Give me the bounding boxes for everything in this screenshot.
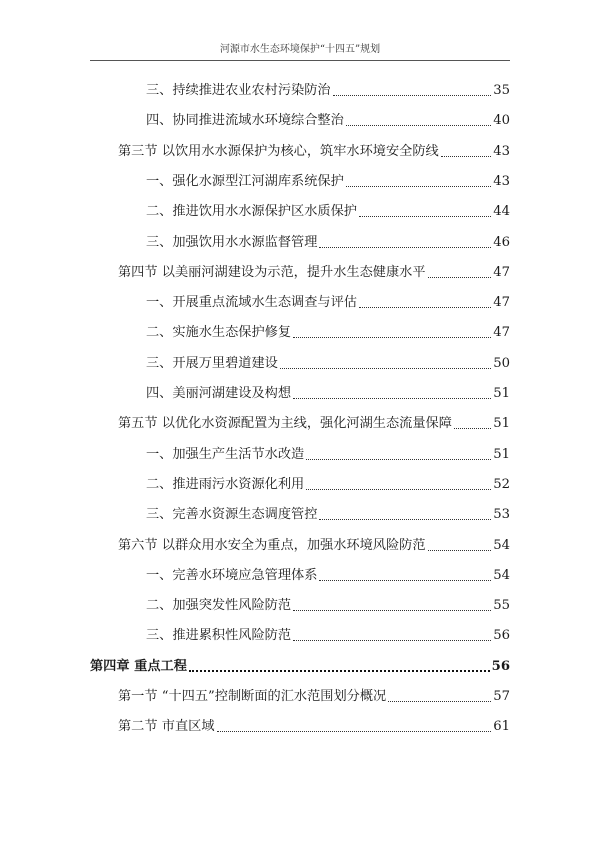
toc-entry-page-number: 43: [493, 143, 510, 159]
dot-leader: [293, 610, 491, 611]
toc-entry-title: 三、开展万里碧道建设: [146, 355, 278, 371]
toc-section-entry[interactable]: [90, 260, 510, 282]
dot-leader: [293, 398, 491, 399]
toc-entry-title: 第二节 市直区域: [118, 719, 215, 735]
toc-section-entry[interactable]: [90, 714, 510, 736]
toc-entry-page-number: 35: [493, 83, 510, 98]
toc-entry-page-number: 46: [493, 234, 510, 250]
toc-subsection-entry[interactable]: [90, 623, 510, 645]
dot-leader: [280, 368, 491, 369]
toc-entry-title: 一、开展重点流域水生态调查与评估: [146, 295, 357, 311]
dot-leader: [454, 428, 491, 429]
dot-leader: [388, 701, 491, 702]
dot-leader: [293, 337, 491, 338]
toc-subsection-entry[interactable]: [90, 351, 510, 373]
toc-entry-title: 第四章 重点工程: [90, 658, 187, 674]
toc-subsection-entry[interactable]: [90, 442, 510, 464]
toc-entry-title: 三、持续推进农业农村污染防治: [146, 83, 331, 98]
toc-entry-page-number: 56: [493, 628, 510, 644]
toc-subsection-entry[interactable]: [90, 108, 510, 130]
toc-chapter-entry[interactable]: [90, 654, 510, 676]
dot-leader: [441, 156, 492, 157]
toc-entry-title: 四、协同推进流域水环境综合整治: [146, 113, 344, 129]
toc-subsection-entry[interactable]: [90, 230, 510, 252]
toc-entry-title: 四、美丽河湖建设及构想: [146, 386, 292, 401]
toc-subsection-entry[interactable]: [90, 502, 510, 524]
dot-leader: [333, 95, 492, 96]
toc-subsection-entry[interactable]: [90, 169, 510, 191]
toc-subsection-entry[interactable]: [90, 199, 510, 221]
dot-leader: [319, 247, 491, 248]
dot-leader: [359, 216, 491, 217]
toc-subsection-entry[interactable]: [90, 472, 510, 494]
toc-entry-title: 第四节 以美丽河湖建设为示范，提升水生态健康水平: [118, 264, 426, 280]
toc-entry-page-number: 61: [493, 719, 510, 735]
dot-leader: [428, 277, 492, 278]
toc-entry-title: 二、实施水生态保护修复: [146, 325, 292, 341]
toc-subsection-entry[interactable]: [90, 290, 510, 312]
toc-subsection-entry[interactable]: [90, 381, 510, 403]
toc-entry-title: 第一节 “十四五”控制断面的汇水范围划分概况: [118, 689, 387, 704]
toc-entry-title: 一、强化水源型江河湖库系统保护: [146, 173, 344, 189]
dot-leader: [346, 125, 491, 126]
toc-entry-title: 二、推进雨污水资源化利用: [146, 476, 305, 492]
dot-leader: [306, 489, 491, 490]
toc-section-entry[interactable]: [90, 411, 510, 433]
toc-subsection-entry[interactable]: [90, 593, 510, 615]
toc-entry-title: 第五节 以优化水资源配置为主线，强化河湖生态流量保障: [118, 416, 452, 432]
dot-leader: [306, 459, 491, 460]
toc-entry-title: 二、加强突发性风险防范: [146, 598, 292, 614]
toc-entry-page-number: 47: [493, 264, 510, 280]
toc-entry-page-number: 56: [491, 658, 510, 674]
toc-entry-page-number: 54: [493, 567, 510, 583]
dot-leader: [319, 519, 491, 520]
dot-leader: [217, 731, 492, 732]
toc-entry-title: 三、完善水资源生态调度管控: [146, 507, 318, 523]
toc-entry-title: 二、推进饮用水水源保护区水质保护: [146, 204, 357, 220]
toc-section-entry[interactable]: [90, 684, 510, 706]
toc-entry-title: 一、加强生产生活节水改造: [146, 446, 305, 462]
toc-entry-page-number: 43: [493, 173, 510, 189]
toc-entry-page-number: 53: [493, 507, 510, 523]
toc-entry-page-number: 47: [493, 295, 510, 311]
toc-entry-page-number: 44: [493, 204, 510, 220]
toc-entry-page-number: 47: [493, 325, 510, 341]
dot-leader: [359, 307, 491, 308]
dot-leader: [428, 550, 492, 551]
dot-leader: [346, 186, 491, 187]
toc-subsection-entry[interactable]: [90, 563, 510, 585]
toc-section-entry[interactable]: [90, 139, 510, 161]
toc-entry-page-number: 51: [493, 416, 510, 432]
running-header: 河源市水生态环境保护“十四五”规划: [219, 44, 381, 55]
toc-entry-title: 三、推进累积性风险防范: [146, 628, 292, 644]
toc-entry-page-number: 51: [493, 386, 510, 401]
toc-entry-title: 第六节 以群众用水安全为重点，加强水环境风险防范: [118, 537, 426, 553]
toc-entry-page-number: 54: [493, 537, 510, 553]
toc-entry-title: 一、完善水环境应急管理体系: [146, 567, 318, 583]
toc-entry-page-number: 55: [493, 598, 510, 614]
header-rule: [90, 60, 510, 61]
toc-entry-page-number: 50: [493, 355, 510, 371]
toc-entry-page-number: 40: [493, 113, 510, 129]
toc-entry-page-number: 51: [493, 446, 510, 462]
toc-section-entry[interactable]: [90, 533, 510, 555]
toc-subsection-entry[interactable]: [90, 78, 510, 100]
toc-entry-title: 第三节 以饮用水水源保护为核心，筑牢水环境安全防线: [118, 143, 439, 159]
dot-leader: [189, 670, 490, 672]
toc-entry-title: 三、加强饮用水水源监督管理: [146, 234, 318, 250]
dot-leader: [293, 640, 491, 641]
toc-entry-page-number: 57: [493, 689, 510, 704]
dot-leader: [319, 580, 491, 581]
toc-subsection-entry[interactable]: [90, 320, 510, 342]
toc-entry-page-number: 52: [493, 476, 510, 492]
